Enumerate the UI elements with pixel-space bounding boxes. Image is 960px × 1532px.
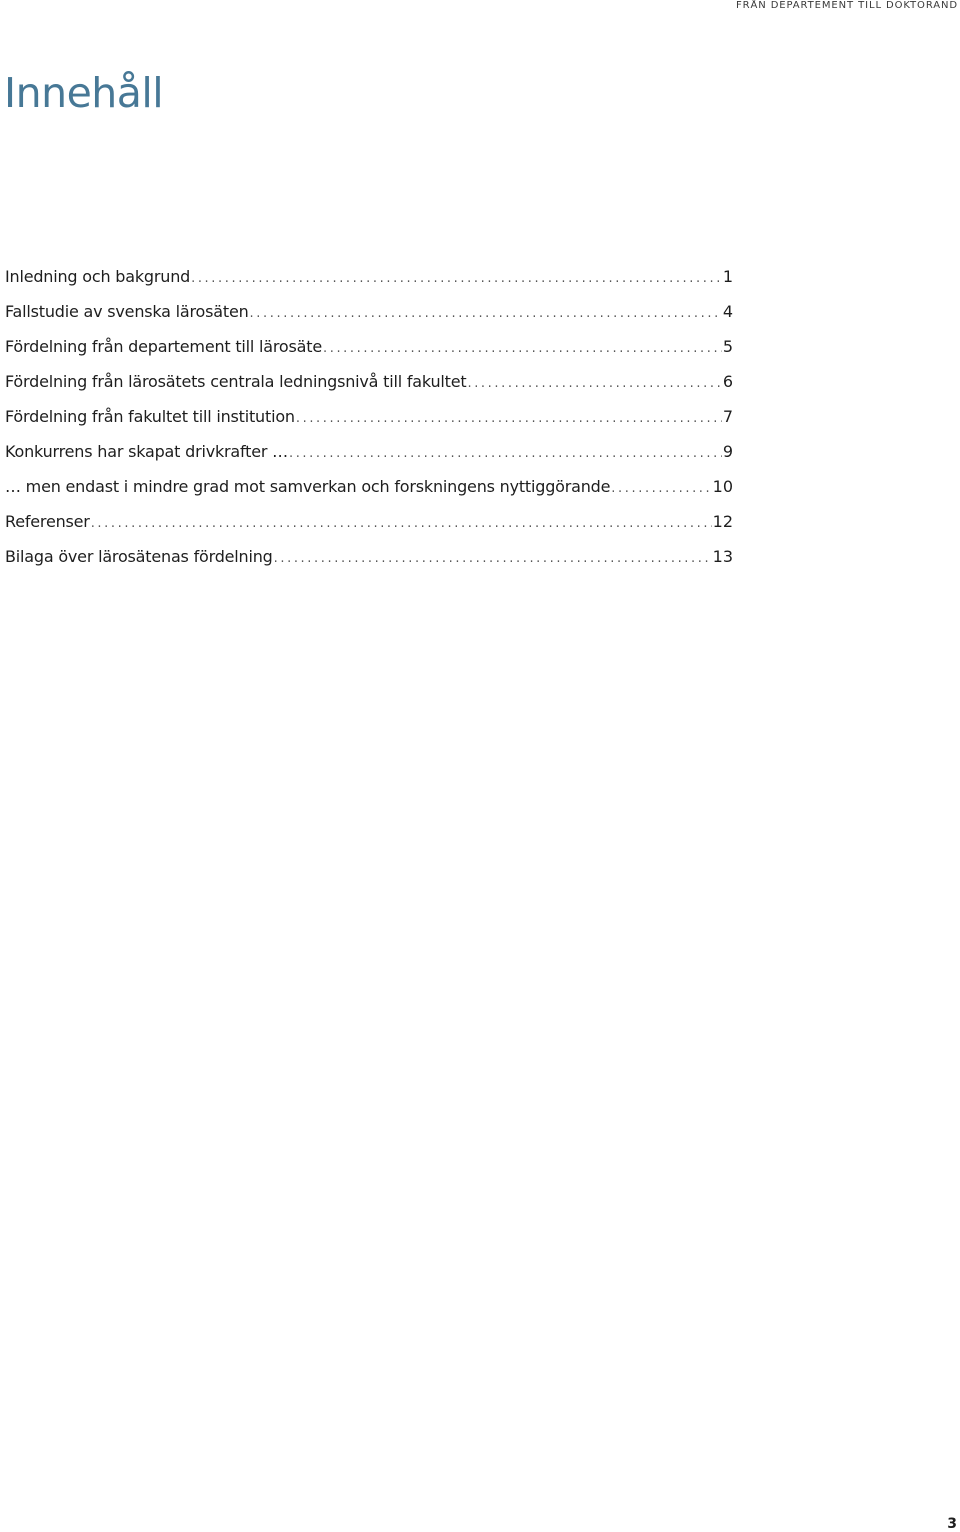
toc-entry[interactable] [5,509,733,544]
toc-entry[interactable] [5,544,733,579]
page-number: 3 [947,1516,957,1532]
toc-entry-page: 4 [722,302,733,321]
toc-entry-title: Inledning och bakgrund [5,267,191,286]
toc-entry-title: Bilaga över lärosätenas fördelning [5,547,273,566]
table-of-contents [5,264,733,579]
dot-leader [467,371,721,396]
toc-entry-title: Fördelning från departement till lärosäte [5,337,322,356]
toc-entry-title: Konkurrens har skapat drivkrafter … [5,442,288,461]
toc-entry[interactable] [5,404,733,439]
page-title: Innehåll [4,69,164,117]
toc-entry[interactable] [5,474,733,509]
toc-entry[interactable] [5,264,733,299]
dot-leader [289,441,722,466]
toc-entry[interactable] [5,439,733,474]
toc-entry[interactable] [5,369,733,404]
toc-entry-title: Fördelning från lärosätets centrala ledningsnivå till fakultet [5,372,467,391]
dot-leader [191,266,722,291]
toc-entry-page: 12 [712,512,733,531]
toc-entry-page: 1 [722,267,733,286]
dot-leader [323,336,722,361]
running-header: FRÅN DEPARTEMENT TILL DOKTORAND [736,0,958,11]
toc-entry-page: 10 [712,477,733,496]
toc-entry[interactable] [5,299,733,334]
toc-entry-page: 9 [722,442,733,461]
toc-entry-page: 6 [722,372,733,391]
dot-leader [274,546,712,571]
toc-entry-title: Fördelning från fakultet till institution [5,407,295,426]
toc-entry-title: Fallstudie av svenska lärosäten [5,302,249,321]
toc-entry-page: 7 [722,407,733,426]
toc-entry-title: … men endast i mindre grad mot samverkan och forskningens nyttiggörande [5,477,611,496]
toc-entry-page: 5 [722,337,733,356]
toc-entry-title: Referenser [5,512,90,531]
dot-leader [91,511,712,536]
dot-leader [296,406,722,431]
toc-entry[interactable] [5,334,733,369]
toc-entry-page: 13 [712,547,733,566]
dot-leader [611,476,711,501]
dot-leader [250,301,722,326]
